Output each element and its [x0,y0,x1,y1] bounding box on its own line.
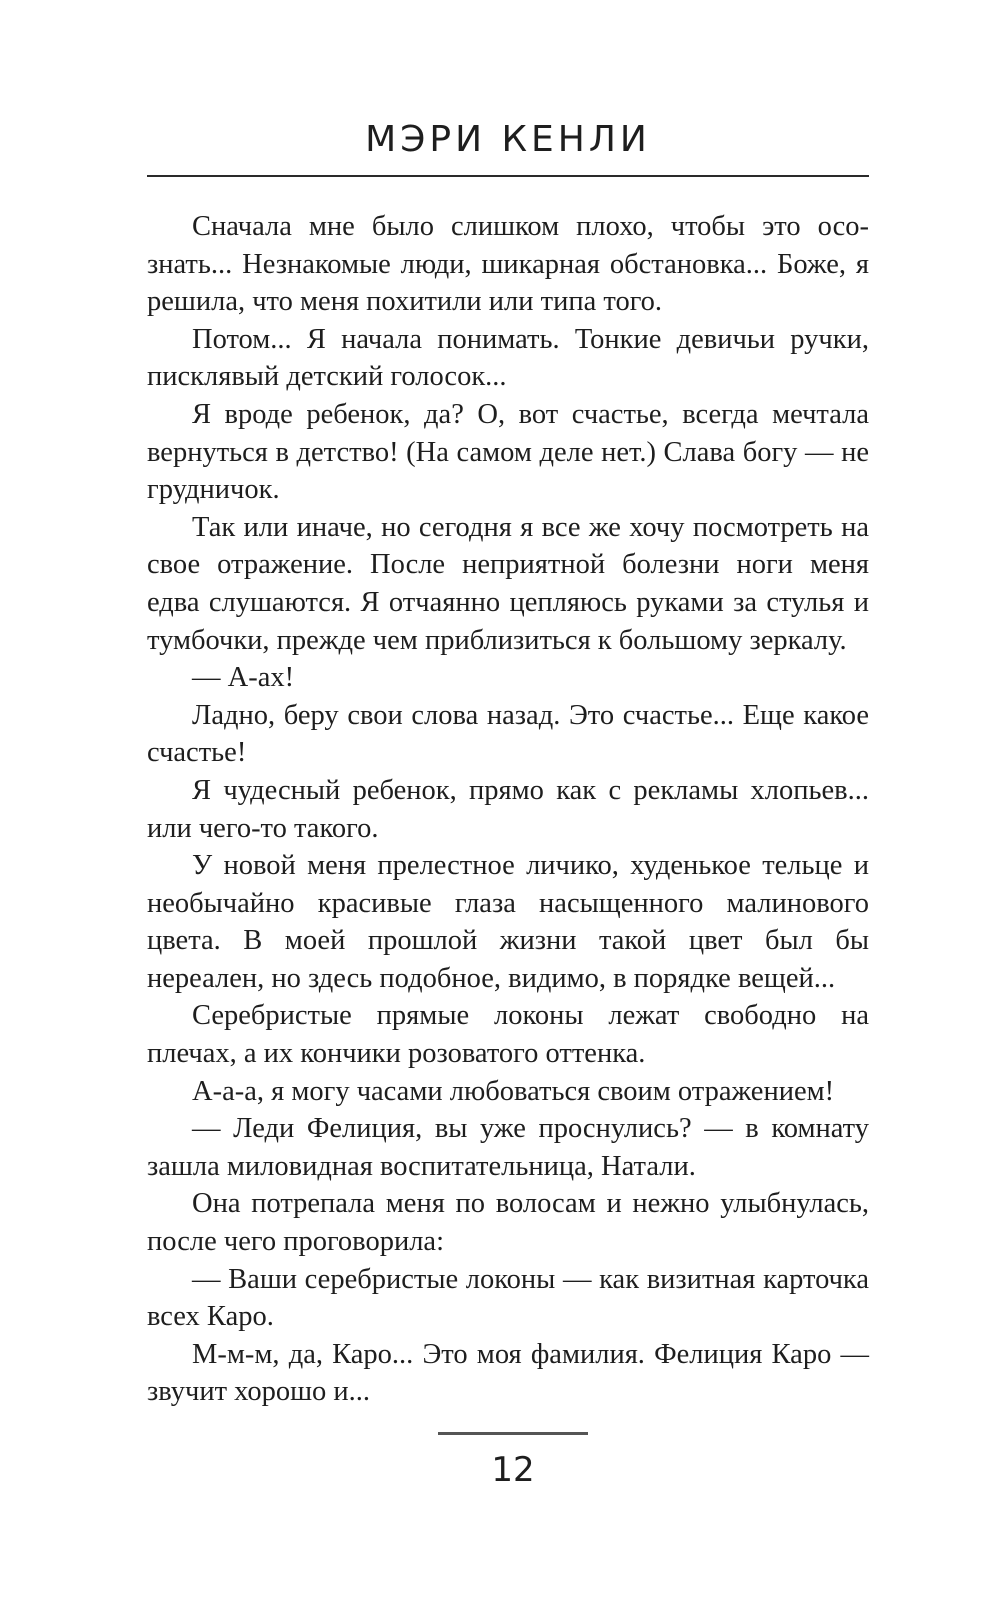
paragraph: У новой меня прелестное личико, худенькое тельце и необычайно красивые глаза насыщенного малинового цвета. В моей прошлой жизни такой цвет был бы нереален, но здесь подобное, видимо, в порядке вещей... [147,850,869,994]
paragraph: А-а-а, я могу часами любоваться своим отражением! [192,1075,835,1107]
paragraph: Она потрепала меня по волосам и нежно улыбнулась, после чего проговорила: [147,1188,869,1258]
paragraph: Потом... Я начала понимать. Тонкие девичьи ручки, писклявый детский голосок... [147,323,869,393]
footer-divider [438,1432,588,1435]
paragraph: — Ваши серебристые локоны — как визитная карточка всех Каро. [147,1263,869,1333]
running-title: МЭРИ КЕНЛИ [365,119,651,160]
page-body [147,208,869,1411]
paragraph: Серебристые прямые локоны лежат свободно на плечах, а их кончики розоватого оттенка. [147,1000,869,1070]
paragraph: Я вроде ребенок, да? О, вот счастье, всегда мечтала вернуться в детство! (На самом деле нет.) Слава богу — не грудничок. [147,398,869,506]
paragraph: Ладно, беру свои слова назад. Это счастье... Еще какое счастье! [147,699,869,769]
paragraph: — А-ах! [192,662,295,694]
paragraph: Сначала мне было слишком плохо, чтобы это осознать... Незнакомые люди, шикарная обстановка... Боже, я решила, что меня похитили или типа того. [147,211,869,318]
paragraph: — Леди Фелиция, вы уже проснулись? — в комнату зашла миловидная воспитательница, Натали. [147,1113,869,1182]
paragraph: Так или иначе, но сегодня я все же хочу посмотреть на свое отражение. После неприятной болезни ноги меня едва слушаются. Я отчаянно цепляюсь руками за стулья и тумбочки, прежде чем приблизиться к большому зеркалу. [147,511,869,656]
paragraph: Я чудесный ребенок, прямо как с рекламы хлопьев... или чего-то такого. [147,774,869,844]
header-divider [147,175,869,177]
page-number: 12 [491,1450,535,1490]
paragraph: М-м-м, да, Каро... Это моя фамилия. Фелиция Каро — звучит хорошо и... [147,1338,869,1408]
